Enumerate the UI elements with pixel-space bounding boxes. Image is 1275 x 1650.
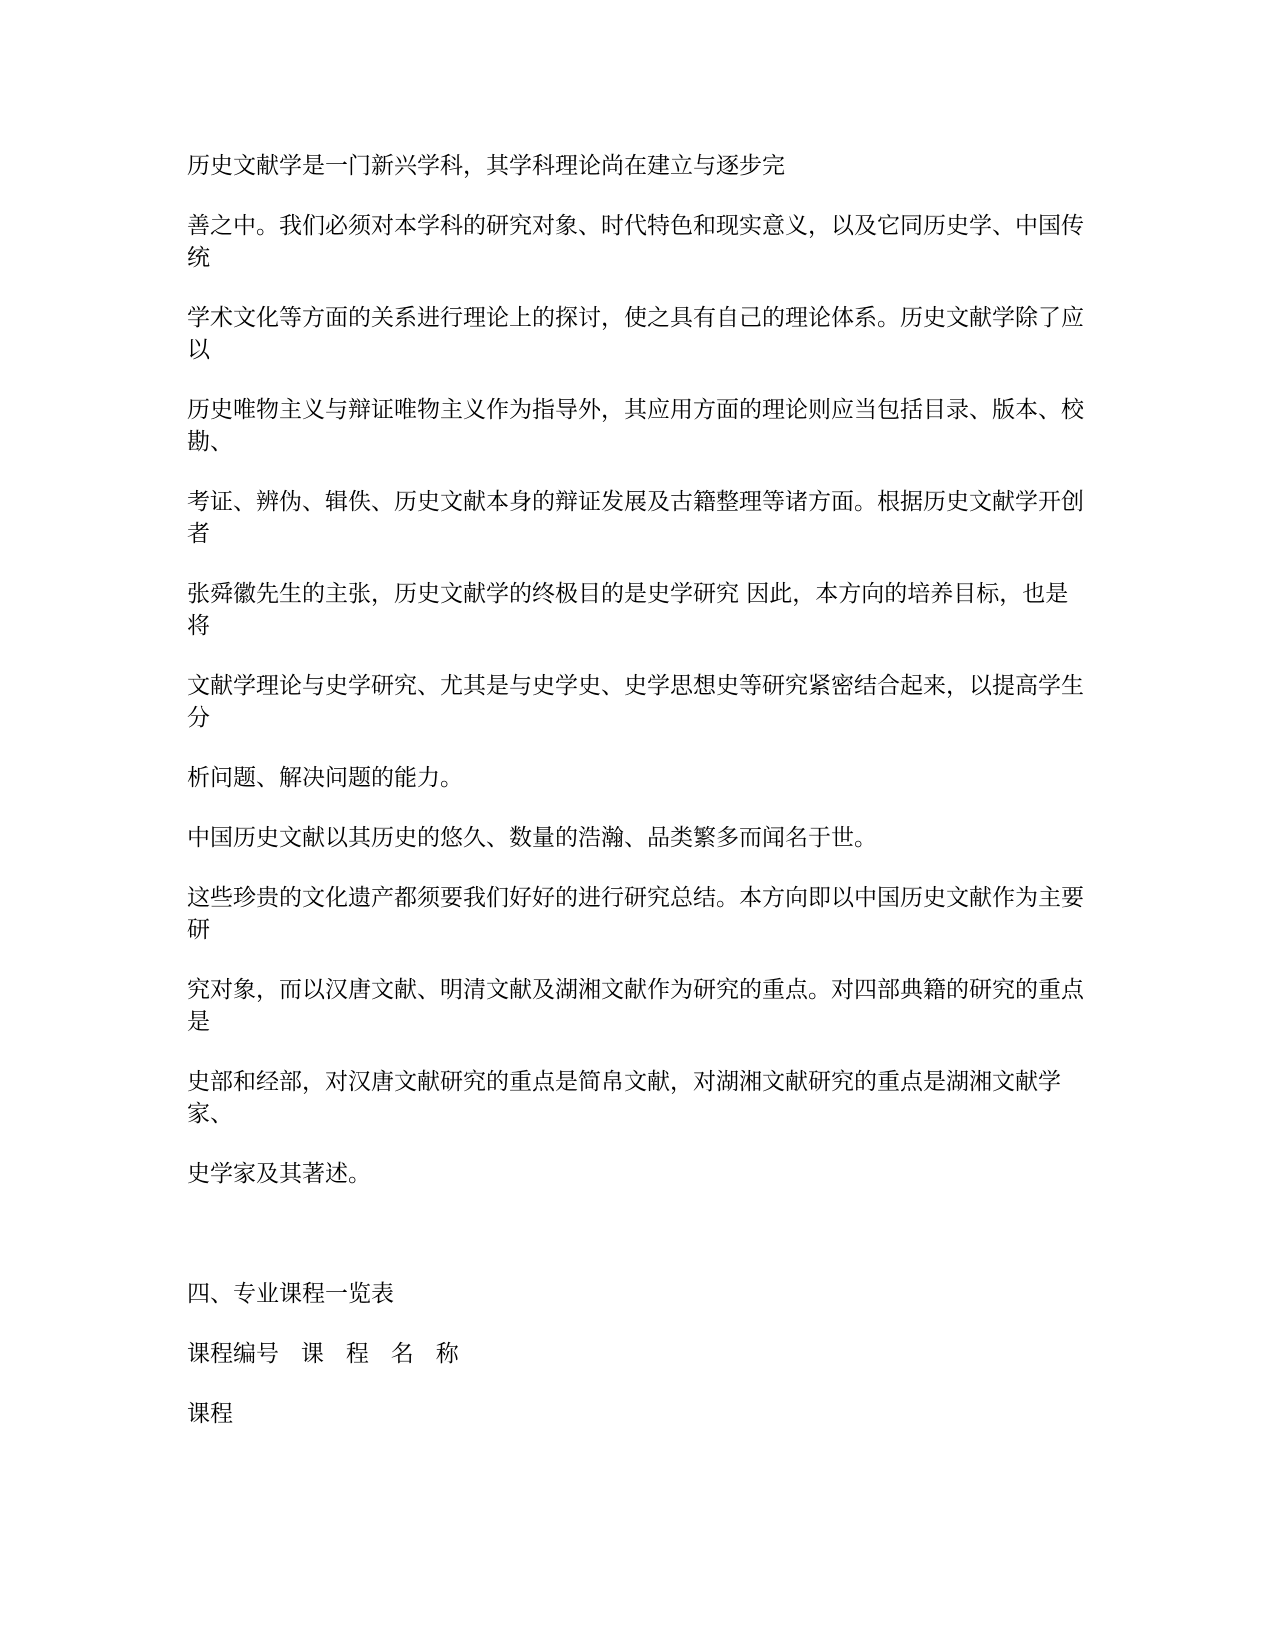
course-label: 课程 [187,1401,233,1427]
paragraph-4: 历史唯物主义与辩证唯物主义作为指导外，其应用方面的理论则应当包括目录、版本、校勘、 [187,397,1084,455]
paragraph-13: 史学家及其著述。 [187,1161,371,1187]
paragraph-3: 学术文化等方面的关系进行理论上的探讨，使之具有自己的理论体系。历史文献学除了应以 [187,305,1084,363]
paragraph-2: 善之中。我们必须对本学科的研究对象、时代特色和现实意义，以及它同历史学、中国传统 [187,213,1084,271]
paragraph-1: 历史文献学是一门新兴学科，其学科理论尚在建立与逐步完 [187,153,785,179]
paragraph-9: 中国历史文献以其历史的悠久、数量的浩瀚、品类繁多而闻名于世。 [187,825,877,851]
paragraph-12: 史部和经部，对汉唐文献研究的重点是简帛文献，对湖湘文献研究的重点是湖湘文献学家、 [187,1069,1061,1127]
paragraph-8: 析问题、解决问题的能力。 [187,765,463,791]
paragraph-11: 究对象，而以汉唐文献、明清文献及湖湘文献作为研究的重点。对四部典籍的研究的重点是 [187,977,1084,1035]
course-table-header: 课程编号 课 程 名 称 [187,1341,459,1367]
paragraph-10: 这些珍贵的文化遗产都须要我们好好的进行研究总结。本方向即以中国历史文献作为主要研 [187,885,1084,943]
paragraph-6: 张舜徽先生的主张，历史文献学的终极目的是史学研究 因此，本方向的培养目标，也是将 [187,581,1069,639]
document-page [187,150,1087,1458]
section-heading: 四、专业课程一览表 [187,1281,394,1307]
section-spacer [187,1218,1087,1278]
paragraph-5: 考证、辨伪、辑佚、历史文献本身的辩证发展及古籍整理等诸方面。根据历史文献学开创者 [187,489,1084,547]
paragraph-7: 文献学理论与史学研究、尤其是与史学史、史学思想史等研究紧密结合起来，以提高学生分 [187,673,1084,731]
